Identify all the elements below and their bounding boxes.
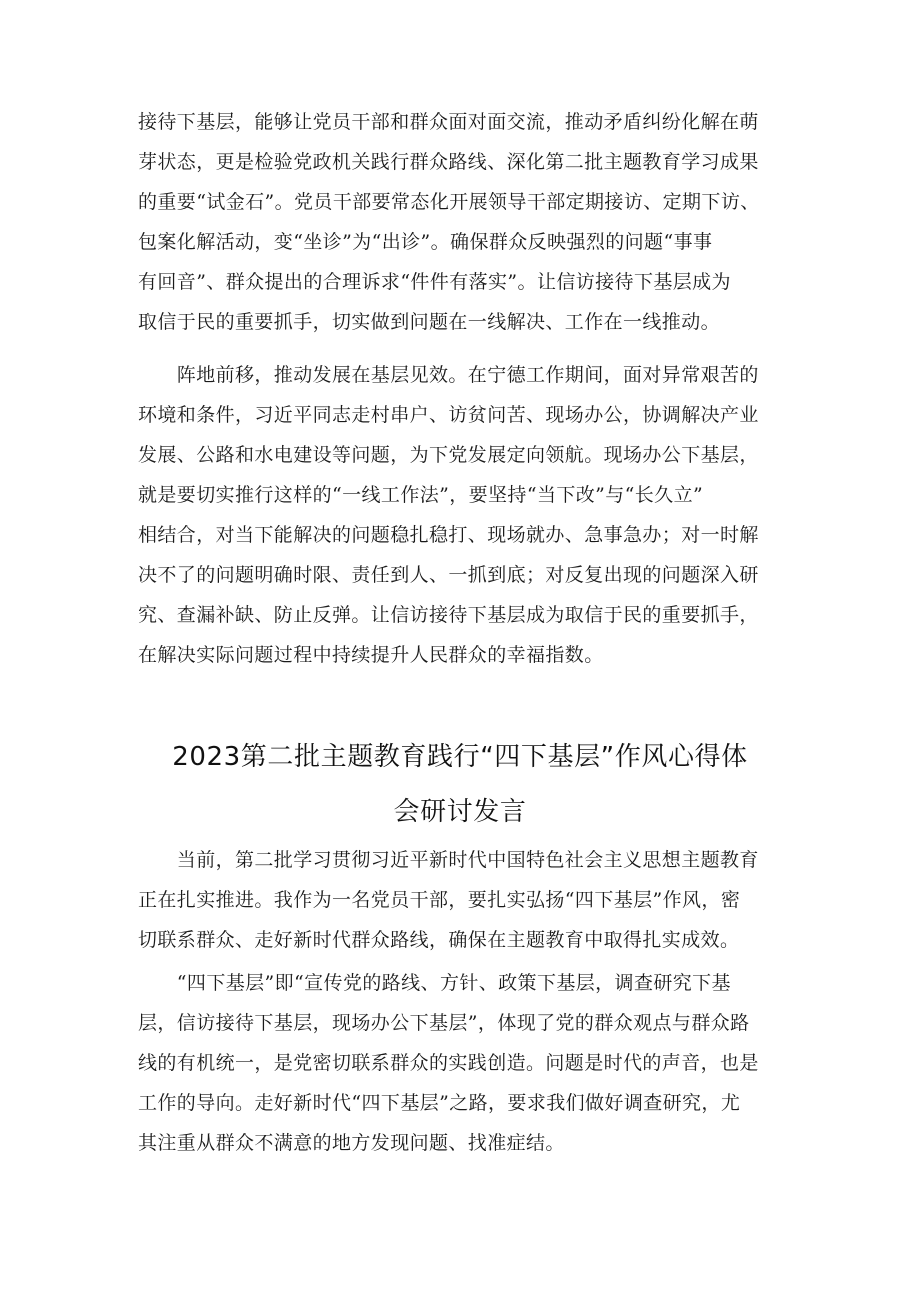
text-line: 有回音”、群众提出的合理诉求“件件有落实”。让信访接待下基层成为 (138, 271, 731, 293)
text-line: 在解决实际问题过程中持续提升人民群众的幸福指数。 (138, 644, 604, 666)
text-line: 其注重从群众不满意的地方发现问题、找准症结。 (138, 1132, 565, 1154)
text-line: 取信于民的重要抓手，切实做到问题在一线解决、工作在一线推动。 (138, 311, 721, 333)
paragraph-four-down-definition (138, 963, 788, 1163)
text-line: 发展、公路和水电建设等问题，为下党发展定向领航。现场办公下基层， (138, 444, 759, 466)
text-line: 包案化解活动，变“坐诊”为“出诊”。确保群众反映强烈的问题“事事 (138, 231, 713, 253)
text-line: 芽状态，更是检验党政机关践行群众路线、深化第二批主题教育学习成果 (138, 151, 759, 173)
text-line: 线的有机统一，是党密切联系群众的实践创造。问题是时代的声音，也是 (138, 1052, 759, 1074)
paragraph-reception-at-grassroots (138, 102, 788, 342)
text-line: 工作的导向。走好新时代“四下基层”之路，要求我们做好调查研究，尤 (138, 1092, 741, 1114)
text-line: 切联系群众、走好新时代群众路线，确保在主题教育中取得扎实成效。 (138, 929, 740, 951)
text-line: 层，信访接待下基层，现场办公下基层”，体现了党的群众观点与群众路 (138, 1012, 750, 1034)
text-line: 究、查漏补缺、防止反弹。让信访接待下基层成为取信于民的重要抓手， (138, 604, 759, 626)
text-line: 正在扎实推进。我作为一名党员干部，要扎实弘扬“四下基层”作风，密 (138, 889, 741, 911)
title-line: 2023第二批主题教育践行“四下基层”作风心得体 (172, 742, 748, 772)
text-line: 决不了的问题明确时限、责任到人、一抓到底；对反复出现的问题深入研 (138, 564, 759, 586)
text-line: 当前，第二批学习贯彻习近平新时代中国特色社会主义思想主题教育 (138, 849, 759, 871)
title-line: 会研讨发言 (393, 797, 527, 827)
text-line: 就是要切实推行这样的“一线工作法”，要坚持“当下改”与“长久立” (138, 484, 704, 506)
text-line: 接待下基层，能够让党员干部和群众面对面交流，推动矛盾纠纷化解在萌 (138, 111, 759, 133)
section-title (100, 730, 820, 840)
text-line: 相结合，对当下能解决的问题稳扎稳打、现场就办、急事急办；对一时解 (138, 524, 759, 546)
text-line: 的重要“试金石”。党员干部要常态化开展领导干部定期接访、定期下访、 (138, 191, 760, 213)
text-line: 阵地前移，推动发展在基层见效。在宁德工作期间，面对异常艰苦的 (138, 364, 759, 386)
paragraph-intro (138, 840, 788, 960)
text-line: “四下基层”即“宣传党的路线、方针、政策下基层，调查研究下基 (138, 972, 731, 994)
paragraph-onsite-office (138, 355, 788, 675)
text-line: 环境和条件，习近平同志走村串户、访贫问苦、现场办公，协调解决产业 (138, 404, 759, 426)
